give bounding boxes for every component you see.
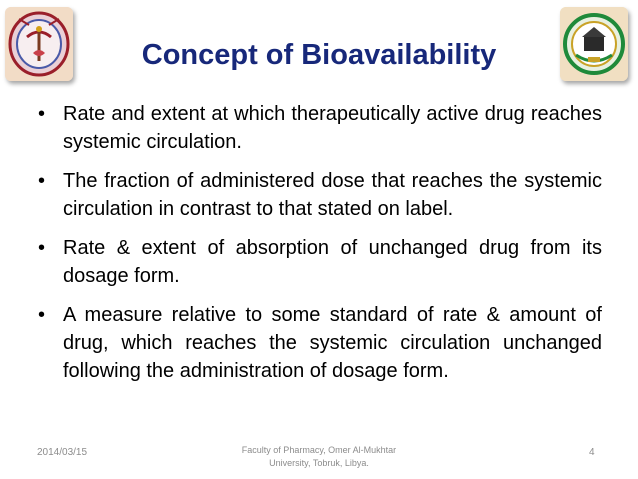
page-title: Concept of Bioavailability [141, 39, 497, 71]
footer-institution-line1: Faculty of Pharmacy, Omer Al-Mukhtar [241, 445, 397, 455]
bullet-text: The fraction of administered dose that reaches the systemic circulation in contrast to that stated on label. [63, 170, 602, 220]
footer-date: 2014/03/15 [37, 447, 88, 458]
bullet-text: A measure relative to some standard of rate & amount of drug, which reaches the systemic circulation unchanged following the administration of dosage form. [63, 304, 602, 382]
bullet-icon: • [38, 237, 46, 259]
footer-institution-line2: University, Tobruk, Libya. [269, 458, 369, 468]
page-number: 4 [589, 447, 595, 458]
bullet-icon: • [38, 103, 46, 125]
bullet-list [38, 100, 602, 396]
list-item [38, 301, 602, 385]
bullet-icon: • [38, 170, 46, 192]
bullet-text: Rate and extent at which therapeutically active drug reaches systemic circulation. [63, 103, 602, 153]
bullet-text: Rate & extent of absorption of unchanged drug from its dosage form. [63, 237, 602, 287]
list-item [38, 100, 602, 156]
list-item [38, 167, 602, 223]
footer-institution [228, 444, 410, 470]
bullet-icon: • [38, 304, 46, 326]
list-item [38, 234, 602, 290]
